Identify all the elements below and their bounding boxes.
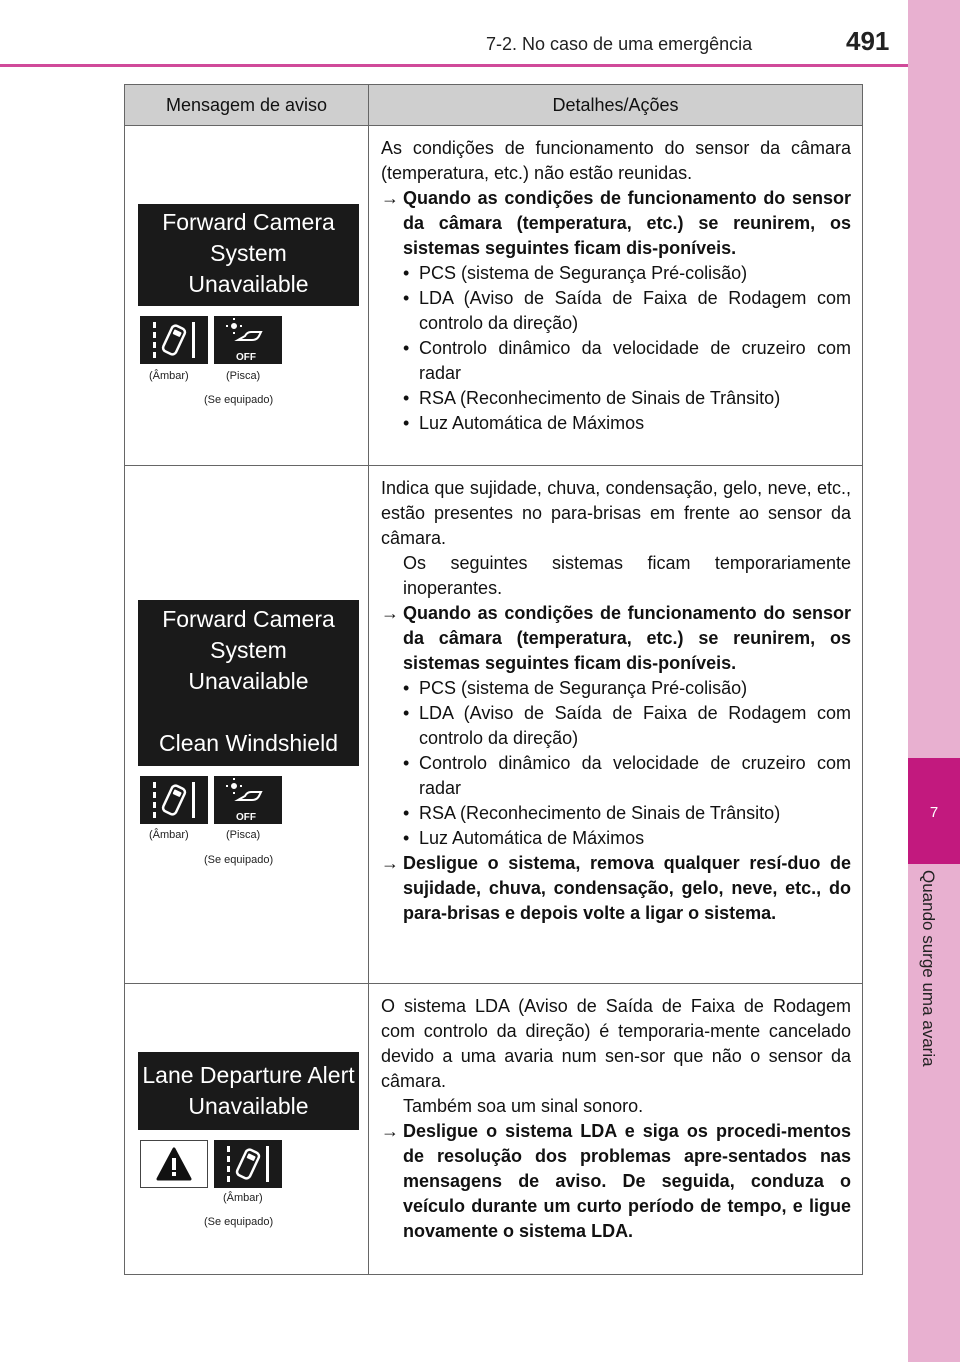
amber-caption: (Âmbar) (223, 1192, 263, 1204)
list-item: • Controlo dinâmico da velocidade de cruzeiro com radar (403, 753, 851, 798)
column-header-message: Mensagem de aviso (125, 85, 369, 126)
screen-line: Unavailable (188, 271, 309, 297)
table-row (125, 466, 863, 984)
details-cell (369, 984, 863, 1275)
screen-line: Unavailable (188, 668, 309, 694)
column-header-details: Detalhes/Ações (369, 85, 863, 126)
action-text: → Quando as condições de funcionamento do sensor da câmara (temperatura, etc.) se reunirem, os sistemas seguintes ficam dis-poníveis. (381, 188, 851, 258)
details-cell (369, 466, 863, 984)
header-divider (0, 64, 908, 67)
list-item: • Luz Automática de Máximos (403, 413, 645, 433)
description-text: As condições de funcionamento do sensor da câmara (temperatura, etc.) não estão reunidas. (381, 138, 851, 183)
if-equipped-caption: (Se equipado) (204, 394, 274, 406)
amber-caption: (Âmbar) (149, 829, 189, 841)
off-label: OFF (236, 812, 256, 823)
header-section-title: 7-2. No caso de uma emergência (486, 34, 753, 54)
arrow-icon: → (381, 188, 399, 208)
display-screen (138, 600, 359, 766)
description-text: Os seguintes sistemas ficam temporariamente inoperantes. (403, 553, 851, 598)
display-screen (138, 204, 359, 306)
if-equipped-caption: (Se equipado) (204, 854, 274, 866)
arrow-icon: → (381, 603, 399, 623)
flashing-caption: (Pisca) (226, 370, 261, 382)
list-item: • LDA (Aviso de Saída de Faixa de Rodagem com controlo da direção) (403, 703, 851, 748)
arrow-icon: → (381, 1121, 399, 1141)
screen-line: Lane Departure Alert (142, 1062, 355, 1088)
chapter-side-tab (908, 0, 960, 1362)
pcs-off-icon (214, 316, 282, 364)
warning-triangle-icon (140, 1140, 208, 1188)
list-item: • RSA (Reconhecimento de Sinais de Trânsito) (403, 803, 781, 823)
lane-departure-icon (140, 316, 208, 364)
screen-line: Clean Windshield (159, 730, 338, 756)
action-text: → Desligue o sistema LDA e siga os procedi-mentos de resolução dos problemas apre-sentados nas mensagens de aviso. De seguida, conduza o veículo durante um curto período de tempo, e ligue novamente o sistema LDA. (381, 1121, 851, 1241)
list-item: • PCS (sistema de Segurança Pré-colisão) (403, 263, 748, 283)
screen-line: Unavailable (188, 1093, 309, 1119)
table-row (125, 126, 863, 466)
description-text: Também soa um sinal sonoro. (403, 1096, 644, 1116)
details-cell (369, 126, 863, 466)
list-item: • RSA (Reconhecimento de Sinais de Trânsito) (403, 388, 781, 408)
description-text: Indica que sujidade, chuva, condensação, gelo, neve, etc., estão presentes no para-brisas em frente ao sensor da câmara. (381, 478, 851, 548)
list-item: • LDA (Aviso de Saída de Faixa de Rodagem com controlo da direção) (403, 288, 851, 333)
action-text: → Desligue o sistema, remova qualquer resí-duo de sujidade, chuva, condensação, gelo, neve, etc., do para-brisas e depois volte a ligar o sistema. (381, 853, 851, 923)
arrow-icon: → (381, 853, 399, 873)
screen-line: System (210, 637, 287, 663)
message-cell (125, 126, 369, 466)
if-equipped-caption: (Se equipado) (204, 1216, 274, 1228)
lane-departure-icon (214, 1140, 282, 1188)
list-item: • Controlo dinâmico da velocidade de cruzeiro com radar (403, 338, 851, 383)
table-row (125, 984, 863, 1275)
screen-line: Forward Camera (162, 606, 335, 632)
lane-departure-icon (140, 776, 208, 824)
screen-spacer (138, 697, 359, 728)
message-cell (125, 984, 369, 1275)
action-text: → Quando as condições de funcionamento do sensor da câmara (temperatura, etc.) se reunirem, os sistemas seguintes ficam dis-poníveis. (381, 603, 851, 673)
screen-line: System (210, 240, 287, 266)
amber-caption: (Âmbar) (149, 370, 189, 382)
display-screen (138, 1052, 359, 1130)
description-text: O sistema LDA (Aviso de Saída de Faixa de Rodagem com controlo da direção) é temporaria-mente cancelado devido a uma avaria num sen-sor que não o sensor da câmara. (381, 996, 851, 1091)
off-label: OFF (236, 352, 256, 363)
flashing-caption: (Pisca) (226, 829, 261, 841)
pcs-off-icon (214, 776, 282, 824)
list-item: • PCS (sistema de Segurança Pré-colisão) (403, 678, 748, 698)
message-cell (125, 466, 369, 984)
warning-table (124, 84, 863, 1275)
list-item: • Luz Automática de Máximos (403, 828, 645, 848)
screen-line: Forward Camera (162, 209, 335, 235)
chapter-number: 7 (929, 804, 939, 821)
chapter-title: Quando surge uma avaria (919, 870, 938, 1067)
page-number: 491 (846, 26, 890, 56)
